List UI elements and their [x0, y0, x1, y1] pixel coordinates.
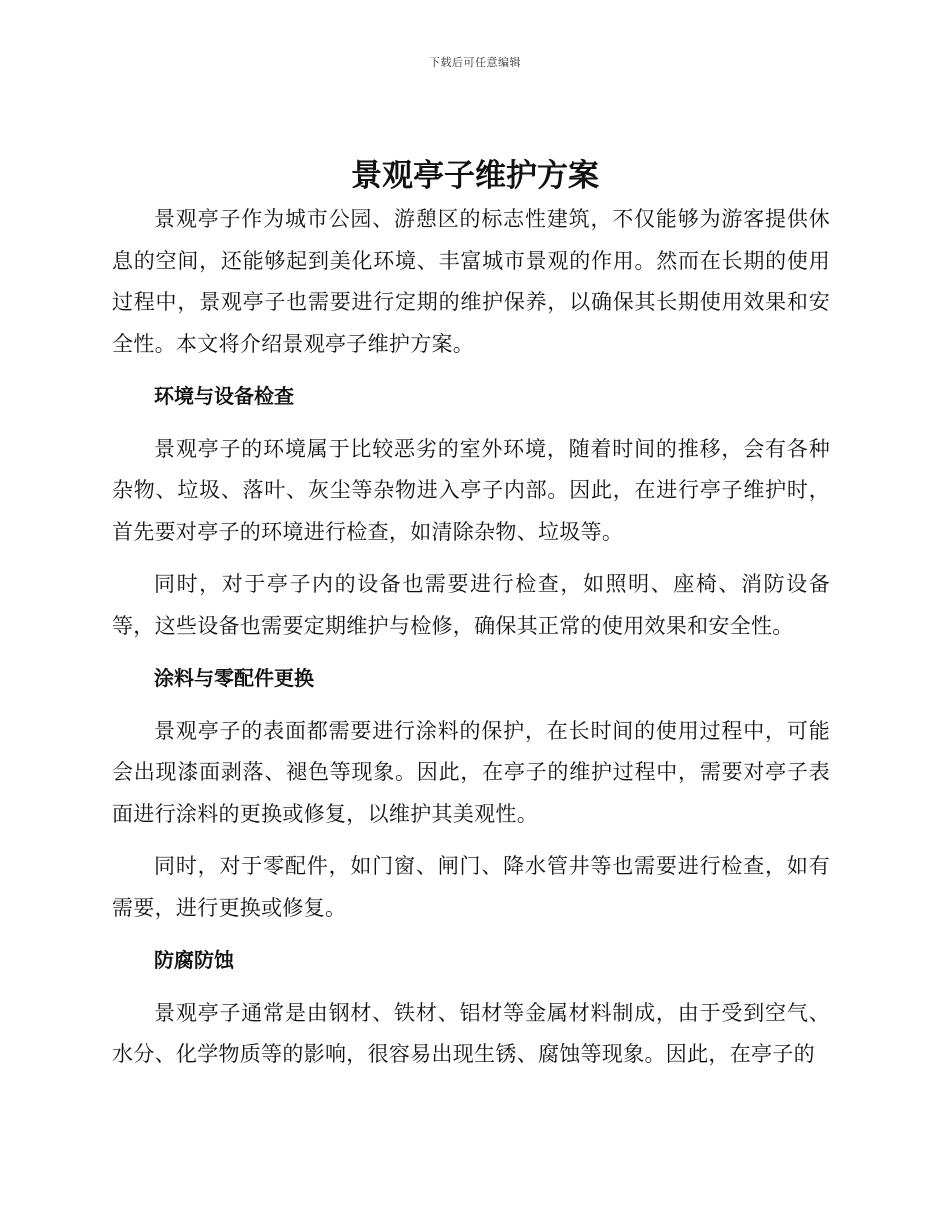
- section-heading-paint-parts: 涂料与零配件更换: [154, 666, 314, 690]
- section-paragraph: 景观亭子的表面都需要进行涂料的保护，在长时间的使用过程中，可能会出现漆面剥落、褪色等现象。因此，在亭子的维护过程中，需要对亭子表面进行涂料的更换或修复，以维护其美观性。: [112, 718, 830, 826]
- section-paragraph: 景观亭子通常是由钢材、铁材、铝材等金属材料制成，由于受到空气、水分、化学物质等的影响，很容易出现生锈、腐蚀等现象。因此，在亭子的: [112, 1000, 830, 1066]
- document-title: 景观亭子维护方案: [351, 158, 599, 194]
- section-heading-environment-check: 环境与设备检查: [154, 384, 294, 408]
- header-note: 下载后可任意编辑: [429, 56, 521, 69]
- section-paragraph: 同时，对于亭子内的设备也需要进行检查，如照明、座椅、消防设备等，这些设备也需要定期维护与检修，确保其正常的使用效果和安全性。: [112, 572, 830, 638]
- section-paragraph: 景观亭子的环境属于比较恶劣的室外环境，随着时间的推移，会有各种杂物、垃圾、落叶、灰尘等杂物进入亭子内部。因此，在进行亭子维护时，首先要对亭子的环境进行检查，如清除杂物、垃圾等。: [112, 436, 830, 544]
- section-paragraph: 同时，对于零配件，如门窗、闸门、降水管井等也需要进行检查，如有需要，进行更换或修复。: [112, 854, 830, 920]
- intro-paragraph: 景观亭子作为城市公园、游憩区的标志性建筑，不仅能够为游客提供休息的空间，还能够起到美化环境、丰富城市景观的作用。然而在长期的使用过程中，景观亭子也需要进行定期的维护保养，以确保其长期使用效果和安全性。本文将介绍景观亭子维护方案。: [112, 207, 830, 356]
- document-body: [112, 199, 830, 1076]
- section-heading-anticorrosion: 防腐防蚀: [154, 948, 234, 972]
